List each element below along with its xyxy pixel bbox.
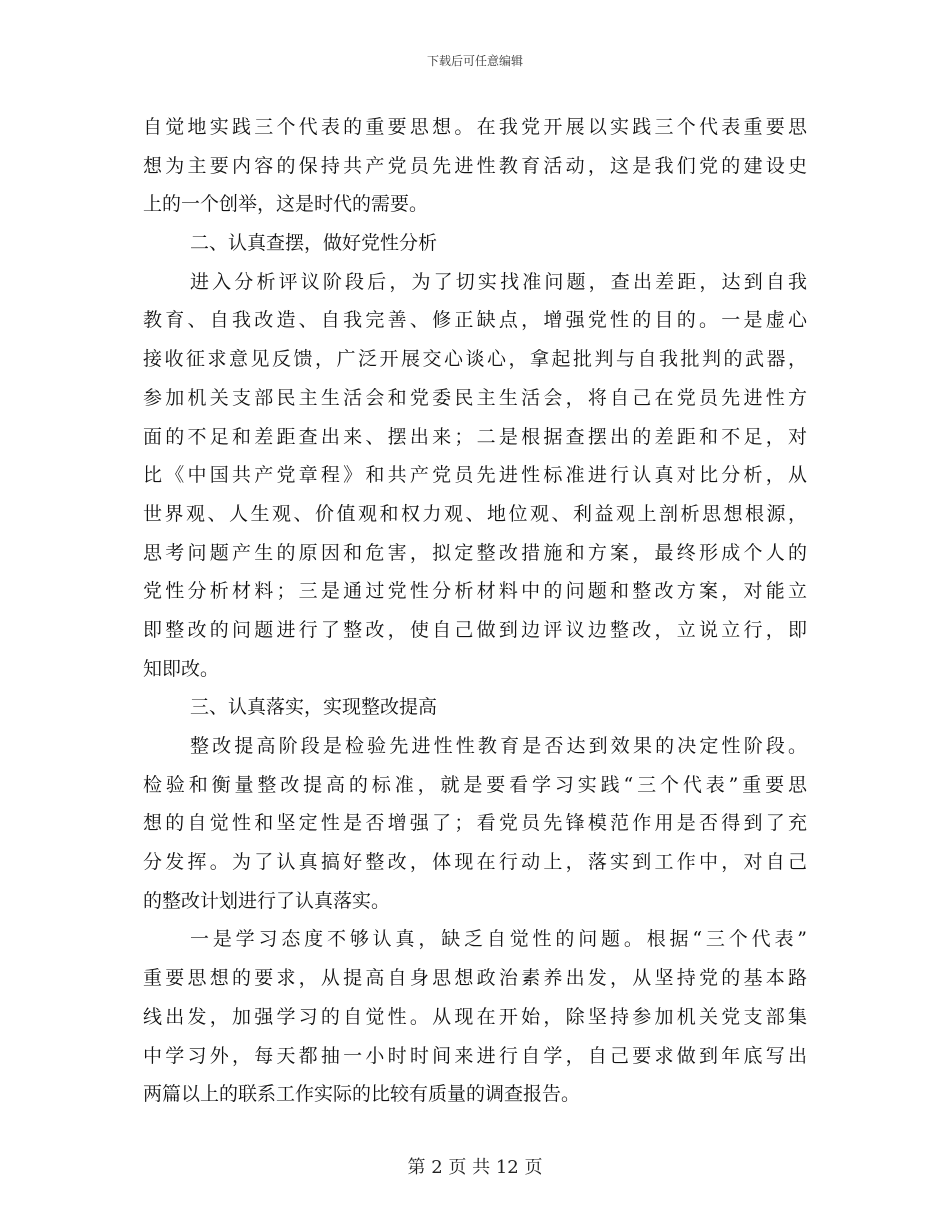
text-line: 自觉地实践三个代表的重要思想。在我党开展以实践三个代表重要思 <box>143 116 807 138</box>
text-line: 分发挥。为了认真搞好整改，体现在行动上，落实到工作中，对自己 <box>143 851 807 874</box>
text-line: 进入分析评议阶段后，为了切实找准问题，查出差距，达到自我 <box>190 270 807 293</box>
text-line: 重要思想的要求，从提高自身思想政治素养出发，从坚持党的基本路 <box>143 967 807 990</box>
text-line: 两篇以上的联系工作实际的比较有质量的调查报告。 <box>143 1083 581 1106</box>
text-line: 中学习外，每天都抽一小时时间来进行自学，自己要求做到年底写出 <box>143 1044 807 1067</box>
page-header: 下载后可任意编辑 <box>426 54 523 68</box>
text-line: 参加机关支部民主生活会和党委民主生活会，将自己在党员先进性方 <box>143 386 807 409</box>
document-body <box>143 108 807 1114</box>
text-line: 线出发，加强学习的自觉性。从现在开始，除坚持参加机关党支部集 <box>143 1005 807 1028</box>
text-line: 上的一个创举，这是时代的需要。 <box>143 193 429 216</box>
text-line: 三、认真落实，实现整改提高 <box>190 696 438 719</box>
text-line: 接收征求意见反馈，广泛开展交心谈心，拿起批判与自我批判的武器， <box>143 348 807 371</box>
text-line: 知即改。 <box>143 657 220 680</box>
text-line: 二、认真查摆，做好党性分析 <box>190 232 438 255</box>
text-line: 的整改计划进行了认真落实。 <box>143 889 391 912</box>
text-line: 一是学习态度不够认真，缺乏自觉性的问题。根据“三个代表” <box>190 928 807 951</box>
text-line: 检验和衡量整改提高的标准，就是要看学习实践“三个代表”重要思 <box>143 773 807 796</box>
text-line: 党性分析材料；三是通过党性分析材料中的问题和整改方案，对能立 <box>143 580 807 603</box>
text-line: 想为主要内容的保持共产党员先进性教育活动，这是我们党的建设史 <box>143 154 807 177</box>
text-line: 世界观、人生观、价值观和权力观、地位观、利益观上剖析思想根源， <box>143 502 807 525</box>
text-line: 整改提高阶段是检验先进性性教育是否达到效果的决定性阶段。 <box>190 735 807 757</box>
text-line: 面的不足和差距查出来、摆出来；二是根据查摆出的差距和不足，对 <box>143 425 807 448</box>
page-number: 第 2 页 共 12 页 <box>407 1157 543 1178</box>
text-line: 比《中国共产党章程》和共产党员先进性标准进行认真对比分析，从 <box>143 464 807 487</box>
text-line: 思考问题产生的原因和危害，拟定整改措施和方案，最终形成个人的 <box>143 541 807 564</box>
text-line: 即整改的问题进行了整改，使自己做到边评议边整改，立说立行，即 <box>143 618 807 641</box>
text-line: 想的自觉性和坚定性是否增强了；看党员先锋模范作用是否得到了充 <box>143 812 807 835</box>
text-line: 教育、自我改造、自我完善、修正缺点，增强党性的目的。一是虚心 <box>143 309 807 332</box>
